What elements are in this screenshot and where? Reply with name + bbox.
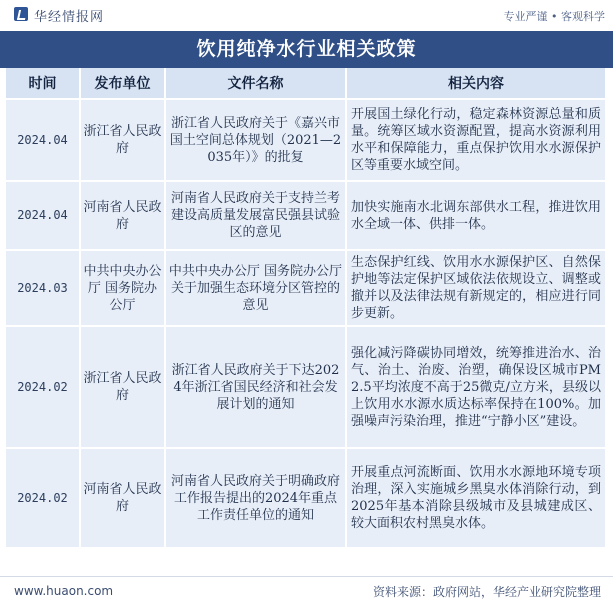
- row-date: 2024.04: [6, 100, 81, 182]
- row-issuer: 河南省人民政府: [81, 182, 166, 251]
- column-header-content: 相关内容: [347, 68, 607, 100]
- row-date: 2024.02: [6, 327, 81, 449]
- footer: [0, 576, 613, 610]
- column-header-issuer: 发布单位: [81, 68, 166, 100]
- page-title: 饮用纯净水行业相关政策: [0, 31, 613, 68]
- row-document: 浙江省人民政府关于《嘉兴市国土空间总体规划（2021—2035年）》的批复: [166, 100, 347, 182]
- row-issuer: 河南省人民政府: [81, 449, 166, 549]
- row-date: 2024.02: [6, 449, 81, 549]
- row-issuer: 浙江省人民政府: [81, 327, 166, 449]
- row-document: 浙江省人民政府关于下达2024年浙江省国民经济和社会发展计划的通知: [166, 327, 347, 449]
- row-content: 开展重点河流断面、饮用水水源地环境专项治理，深入实施城乡黑臭水体消除行动，到2025年基本消除县级城市及县城建成区、较大面积农村黑臭水体。: [347, 449, 607, 549]
- table-row: [6, 100, 607, 182]
- row-date: 2024.03: [6, 251, 81, 327]
- table-row: [6, 327, 607, 449]
- policy-table: [6, 68, 607, 549]
- website-url: www.huaon.com: [14, 584, 114, 598]
- row-content: 加快实施南水北调东部供水工程，推进饮用水全域一体、供排一体。: [347, 182, 607, 251]
- top-bar: [0, 0, 613, 30]
- row-date: 2024.04: [6, 182, 81, 251]
- row-content: 生态保护红线、饮用水水源保护区、自然保护地等法定保护区域依法依规设立、调整或撤并以及法律法规有新规定的，相应进行同步更新。: [347, 251, 607, 327]
- brand-logo-icon: [14, 7, 28, 21]
- row-issuer: 浙江省人民政府: [81, 100, 166, 182]
- table-header-row: [6, 68, 607, 100]
- row-content: 强化减污降碳协同增效，统筹推进治水、治气、治土、治废、治塑，确保设区城市PM2.5平均浓度不高于25微克/立方米，县级以上饮用水水源水质达标率保持在100%。加强噪声污染治理，推进“宁静小区”建设。: [347, 327, 607, 449]
- data-source: 资料来源：政府网站，华经产业研究院整理: [372, 585, 601, 599]
- brand-name: 华经情报网: [34, 10, 105, 25]
- row-document: 中共中央办公厅 国务院办公厅关于加强生态环境分区管控的意见: [166, 251, 347, 327]
- table-row: [6, 182, 607, 251]
- table-row: [6, 251, 607, 327]
- table-row: [6, 449, 607, 549]
- row-issuer: 中共中央办公厅 国务院办公厅: [81, 251, 166, 327]
- column-header-document: 文件名称: [166, 68, 347, 100]
- column-header-date: 时间: [6, 68, 81, 100]
- row-document: 河南省人民政府关于明确政府工作报告提出的2024年重点工作责任单位的通知: [166, 449, 347, 549]
- brand-slogan: 专业严谨 • 客观科学: [503, 10, 605, 23]
- row-document: 河南省人民政府关于支持兰考建设高质量发展富民强县试验区的意见: [166, 182, 347, 251]
- row-content: 开展国土绿化行动，稳定森林资源总量和质量。统筹区域水资源配置，提高水资源利用水平和保障能力，重点保护饮用水水源保护区等重要水域空间。: [347, 100, 607, 182]
